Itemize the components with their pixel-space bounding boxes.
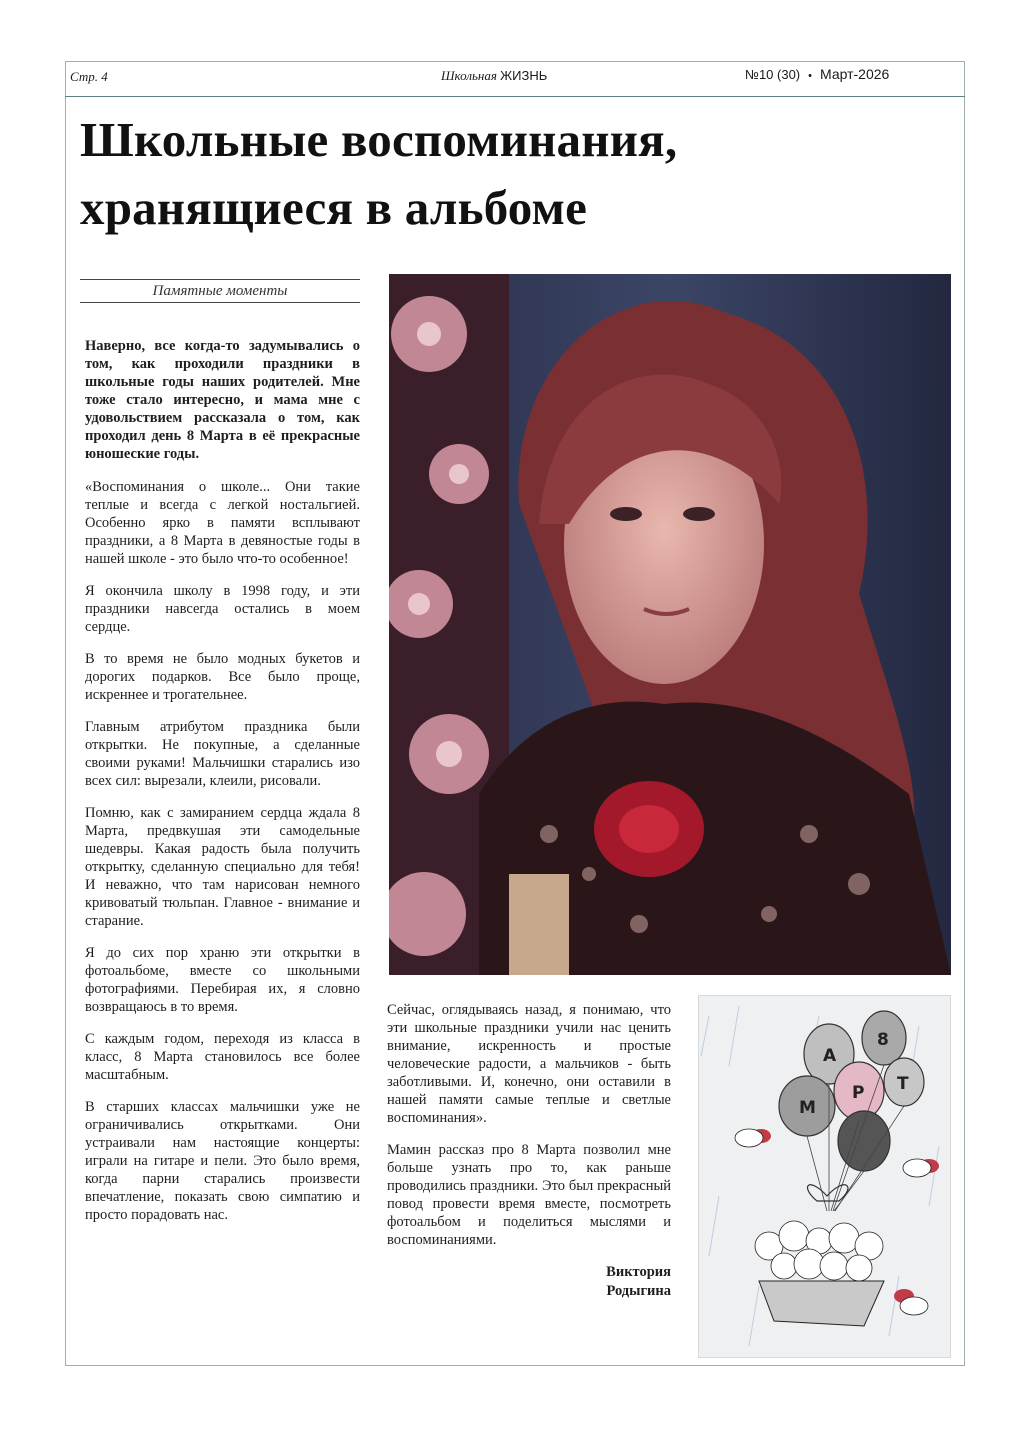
article-column-left xyxy=(85,337,360,1238)
title-line-2: хранящиеся в альбоме xyxy=(80,180,588,235)
newspaper-name-bold: ЖИЗНЬ xyxy=(500,68,548,83)
article-column-right xyxy=(387,1001,671,1301)
balloon-letter: А xyxy=(823,1046,837,1066)
article-paragraph: Помню, как с замиранием сердца ждала 8 Марта, предвкушая эти самодельные шедевры. Какая радость была получить открытку, сделанную специально для тебя! И неважно, что там нарисован немного кривоватый тюльпан. Главное - внимание и старание. xyxy=(85,805,360,929)
balloon-letter: 8 xyxy=(877,1030,889,1050)
portrait-photo xyxy=(389,274,951,975)
article-lead: Наверно, все когда-то задумывались о том, как проходили праздники в школьные годы наших родителей. Мне тоже стало интересно, и мама мне с удовольствием рассказала о том, как проходил день 8 Марта в её прекрасные юношеские годы. xyxy=(85,338,360,462)
article-paragraph: «Воспоминания о школе... Они такие теплые и всегда с легкой ностальгией. Особенно ярко в памяти всплывают праздники, а 8 Марта в девяностые годы в нашей школе - это было что-то особенное! xyxy=(85,479,360,567)
balloon-letter: Т xyxy=(897,1074,909,1094)
article-paragraph: С каждым годом, переходя из класса в класс, 8 Марта становилось все более масштабным. xyxy=(85,1031,360,1083)
title-line-1: Школьные воспоминания, xyxy=(80,112,678,167)
page-header xyxy=(65,61,965,97)
section-rubric: Памятные моменты xyxy=(80,279,360,303)
issue-info xyxy=(745,66,889,82)
article-paragraph: Я до сих пор храню эти открытки в фотоальбоме, вместе со школьными фотографиями. Перебирая их, я словно возвращаюсь в то время. xyxy=(85,945,360,1015)
article-paragraph: Мамин рассказ про 8 Марта позволил мне больше узнать про то, как раньше проводились праздники. Это был прекрасный повод провести время вместе, посмотреть фотоальбом и поделиться мыслями и воспоминаниями. xyxy=(387,1142,671,1248)
balloons-drawing xyxy=(698,995,951,1358)
article-paragraph: Я окончила школу в 1998 году, и эти праздники навсегда остались в моем сердце. xyxy=(85,583,360,635)
article-paragraph: В то время не было модных букетов и дорогих подарков. Все было проще, искреннее и трогательнее. xyxy=(85,651,360,703)
bullet-separator: • xyxy=(808,70,812,82)
issue-number: №10 (30) xyxy=(745,67,801,82)
author-first-name: Виктория xyxy=(606,1264,671,1280)
author-last-name: Родыгина xyxy=(606,1283,671,1299)
portrait-illustration xyxy=(389,274,951,975)
issue-date: Март-2026 xyxy=(820,66,890,82)
newspaper-name-light: Школьная xyxy=(441,68,497,83)
article-paragraph: Сейчас, оглядываясь назад, я понимаю, что эти школьные праздники учили нас ценить внимание, искренность и простые человеческие радости, а мальчиков - быть заботливыми. И, конечно, они оставили в нашей памяти самые теплые и светлые воспоминания». xyxy=(387,1002,671,1126)
article-title xyxy=(80,106,940,242)
balloon-letter: Р xyxy=(852,1083,865,1103)
author-signature xyxy=(387,1263,671,1301)
balloon-letter: М xyxy=(799,1098,816,1118)
article-paragraph: В старших классах мальчишки уже не ограничивались открытками. Они устраивали нам настоящие концерты: играли на гитаре и пели. Это было время, когда парни старались произвести впечатление, показать свою симпатию и просто порадовать нас. xyxy=(85,1099,360,1223)
newspaper-name xyxy=(441,68,547,84)
article-paragraph: Главным атрибутом праздника были открытки. Не покупные, а сделанные своими руками! Мальчишки старались изо всех сил: вырезали, клеили, рисовали. xyxy=(85,719,360,789)
page-number: Стр. 4 xyxy=(70,69,108,84)
balloons-sketch-illustration xyxy=(699,996,951,1358)
